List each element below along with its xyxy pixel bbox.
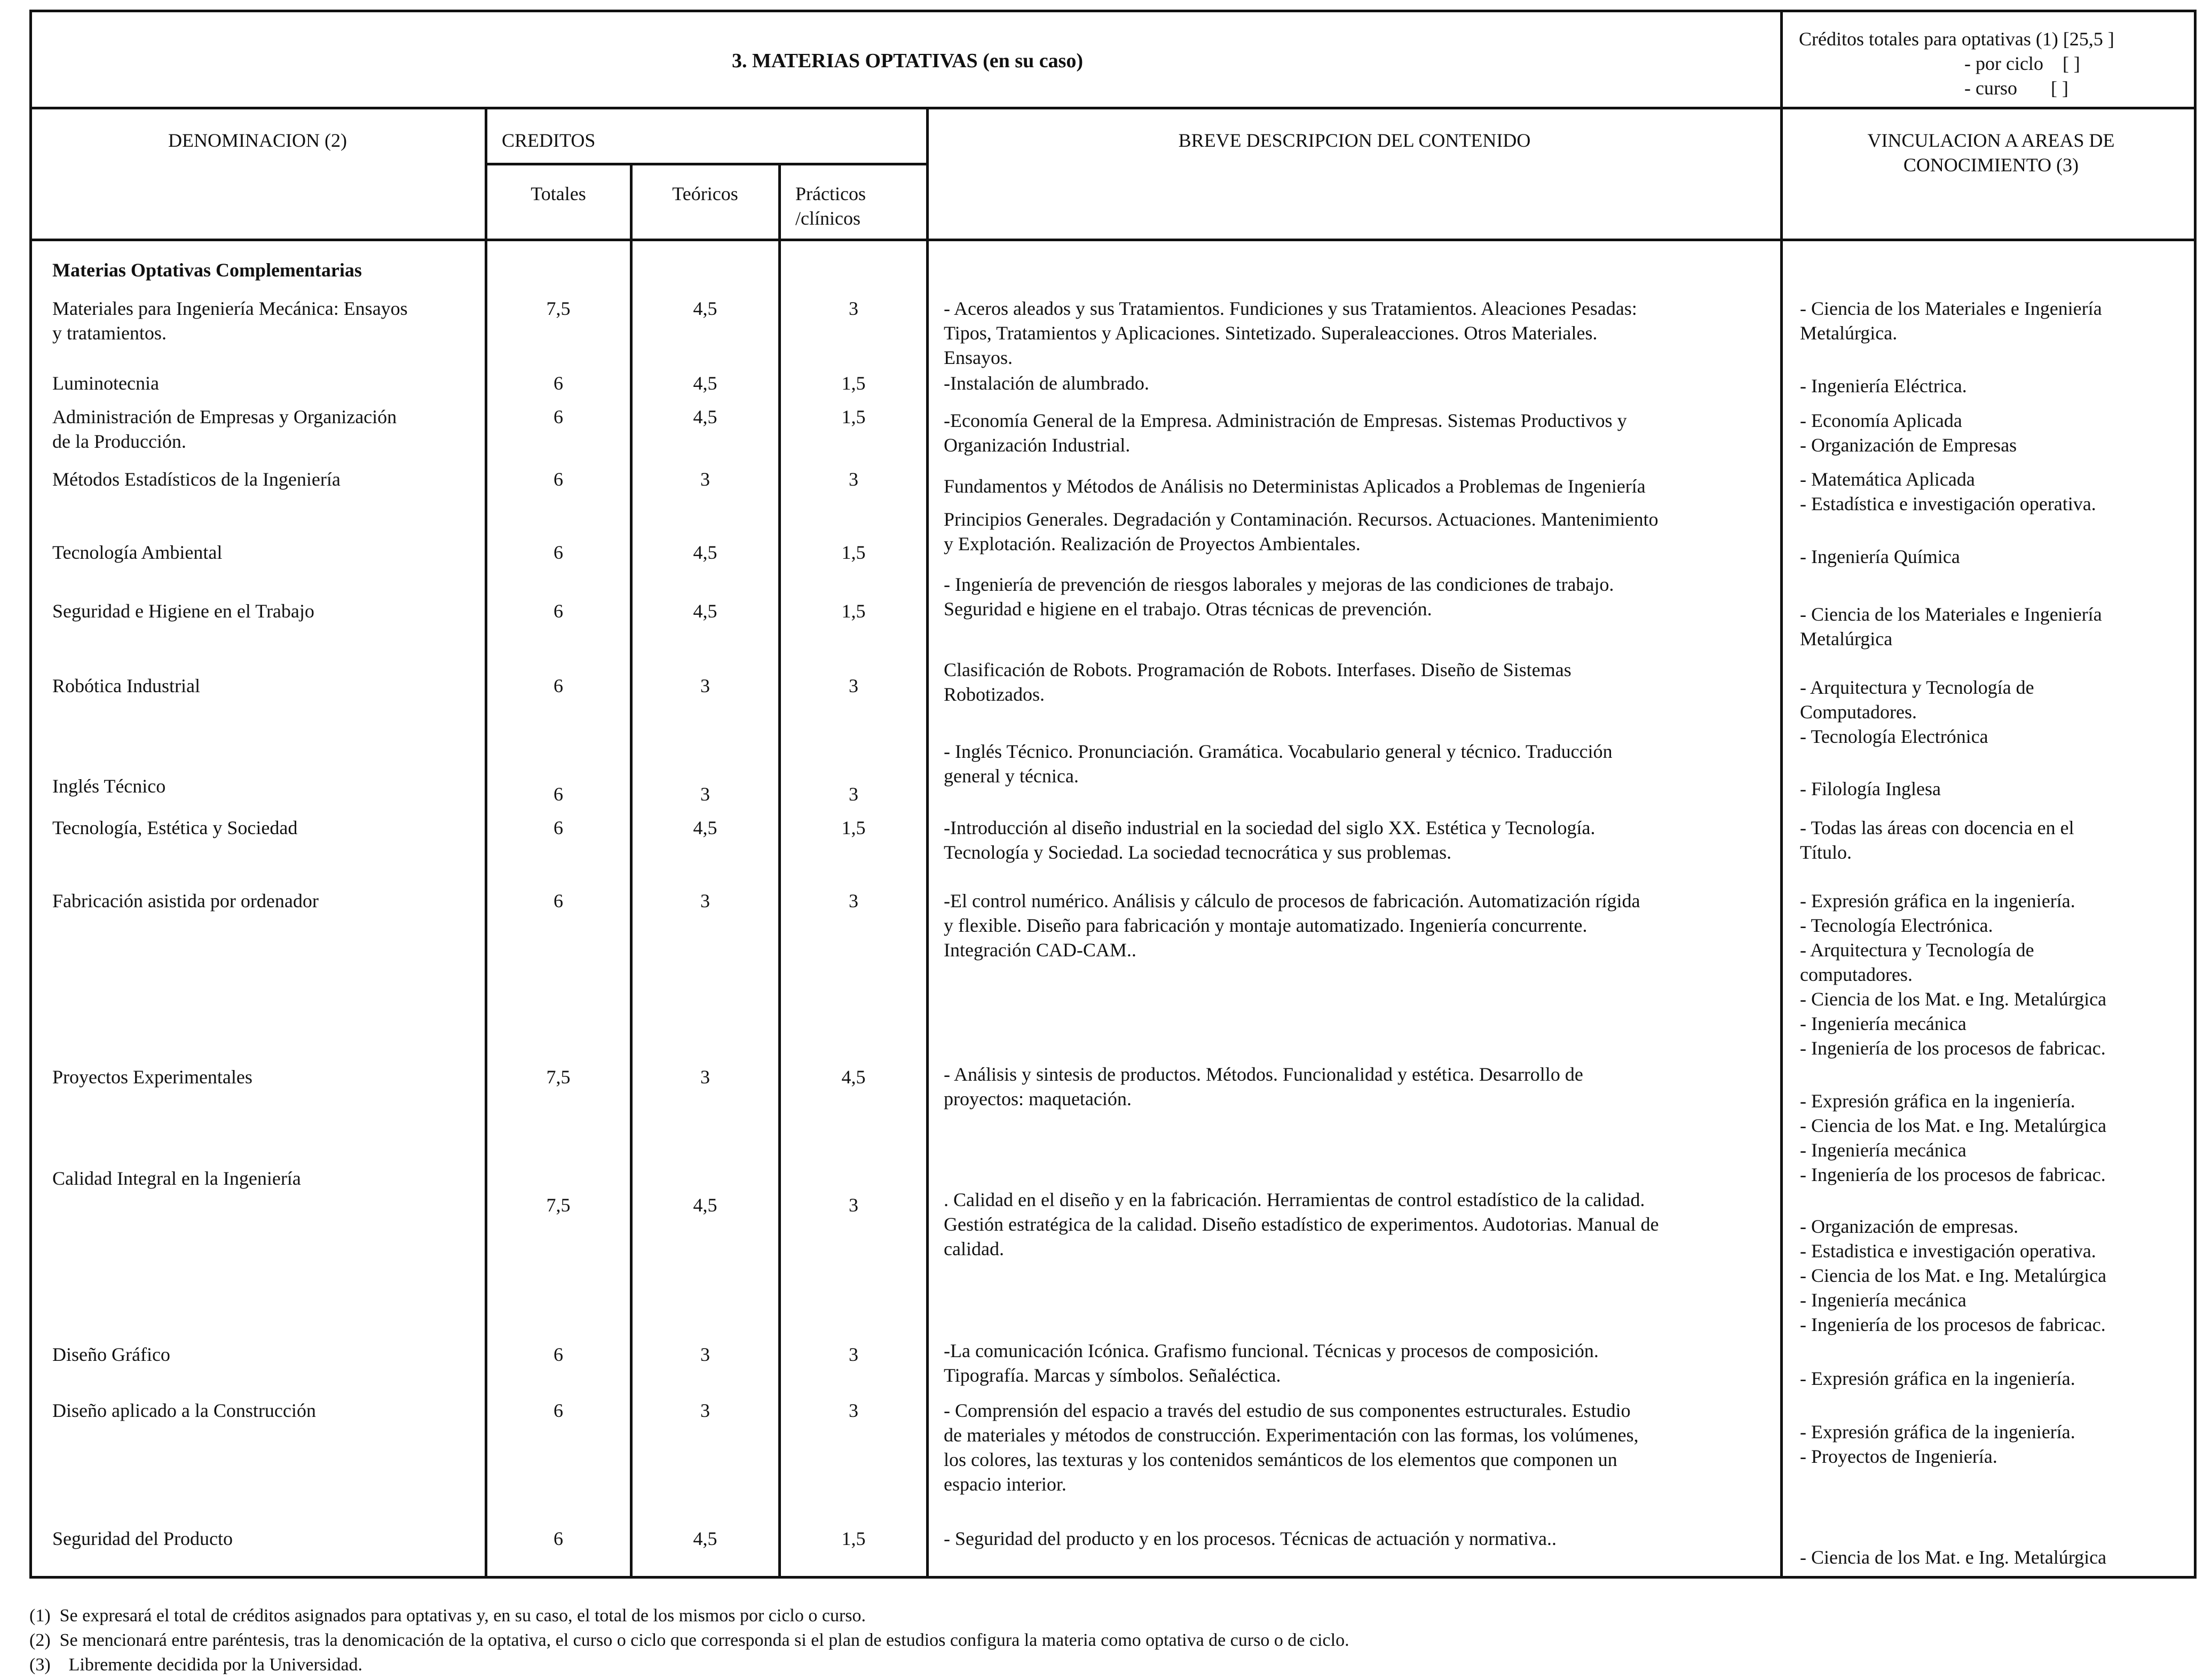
knowledge-areas: - Expresión gráfica en la ingeniería. bbox=[1800, 1368, 2075, 1389]
course-description: - Aceros aleados y sus Tratamientos. Fundiciones y sus Tratamientos. Aleaciones Pesadas: Tipos, Tratamientos y Aplicaciones. Sintetizado. Superaleacciones. Otros Materiales. Ensayos. bbox=[944, 298, 1637, 368]
credits-theory: 3 bbox=[700, 783, 710, 805]
subheader-divider-credits bbox=[486, 163, 929, 165]
course-name: Fabricación asistida por ordenador bbox=[52, 890, 319, 912]
credits-theory: 3 bbox=[700, 469, 710, 490]
credits-practice: 1,5 bbox=[841, 817, 866, 838]
credits-practice: 3 bbox=[849, 890, 858, 912]
course-description: Principios Generales. Degradación y Contaminación. Recursos. Actuaciones. Mantenimiento y Explotación. Realización de Proyectos Ambientales. bbox=[944, 509, 1658, 554]
course-description: - Ingeniería de prevención de riesgos laborales y mejoras de las condiciones de trabajo. Seguridad e higiene en el trabajo. Otras técnicas de prevención. bbox=[944, 574, 1614, 620]
course-name: Tecnología, Estética y Sociedad bbox=[52, 817, 298, 838]
course-name: Métodos Estadísticos de la Ingeniería bbox=[52, 469, 341, 490]
course-name: Diseño Gráfico bbox=[52, 1344, 170, 1365]
credits-practice: 1,5 bbox=[841, 542, 866, 563]
credits-practice: 3 bbox=[849, 783, 858, 805]
credits-total: 7,5 bbox=[546, 1066, 571, 1088]
knowledge-areas: - Ciencia de los Materiales e Ingeniería Metalúrgica bbox=[1800, 604, 2102, 649]
credits-practice: 3 bbox=[849, 1400, 858, 1421]
credits-total: 6 bbox=[554, 542, 563, 563]
credits-theory: 4,5 bbox=[693, 1194, 717, 1216]
credits-practice: 3 bbox=[849, 1194, 858, 1216]
course-name: Seguridad del Producto bbox=[52, 1528, 233, 1549]
column-header-totales: Totales bbox=[531, 183, 586, 204]
credits-practice: 4,5 bbox=[841, 1066, 866, 1088]
knowledge-areas: - Expresión gráfica de la ingeniería. - Proyectos de Ingeniería. bbox=[1800, 1421, 2075, 1467]
knowledge-areas: - Expresión gráfica en la ingeniería. - Tecnología Electrónica. - Arquitectura y Tecnología de computadores. - Ciencia de los Mat. e Ing. Metalúrgica - Ingeniería mecánica - Ingeniería de los procesos de fabricac. bbox=[1800, 890, 2107, 1059]
knowledge-areas: - Economía Aplicada - Organización de Empresas bbox=[1800, 410, 2017, 456]
credits-theory: 4,5 bbox=[693, 406, 717, 427]
knowledge-areas: - Matemática Aplicada - Estadística e investigación operativa. bbox=[1800, 469, 2096, 514]
course-description: -El control numérico. Análisis y cálculo de procesos de fabricación. Automatización rígida y flexible. Diseño para fabricación y montaje automatizado. Ingeniería concurrente. Integración CAD-CAM.. bbox=[944, 890, 1640, 961]
credits-theory: 3 bbox=[700, 675, 710, 696]
course-description: - Inglés Técnico. Pronunciación. Gramática. Vocabulario general y técnico. Traducción general y técnica. bbox=[944, 741, 1613, 787]
course-name: Calidad Integral en la Ingeniería bbox=[52, 1168, 301, 1189]
credits-total: 6 bbox=[554, 890, 563, 912]
section-title: Materias Optativas Complementarias bbox=[52, 259, 362, 281]
knowledge-areas: - Organización de empresas. - Estadistica e investigación operativa. - Ciencia de los Mat. e Ing. Metalúrgica - Ingeniería mecánica - Ingeniería de los procesos de fabricac. bbox=[1800, 1216, 2107, 1335]
credits-practice: 1,5 bbox=[841, 373, 866, 394]
footnote: (3) Libremente decidida por la Universidad. bbox=[29, 1655, 363, 1675]
credits-total: 6 bbox=[554, 373, 563, 394]
course-name: Tecnología Ambiental bbox=[52, 542, 223, 563]
credits-practice: 1,5 bbox=[841, 600, 866, 622]
course-description: -Instalación de alumbrado. bbox=[944, 373, 1149, 394]
course-name: Inglés Técnico bbox=[52, 775, 166, 797]
course-name: Administración de Empresas y Organización de la Producción. bbox=[52, 406, 397, 452]
col-line-practicos bbox=[926, 107, 929, 1579]
credits-theory: 3 bbox=[700, 1344, 710, 1365]
column-header-denominacion: DENOMINACION (2) bbox=[168, 130, 347, 151]
footnote: (1) Se expresará el total de créditos asignados para optativas y, en su caso, el total de los mismos por ciclo o curso. bbox=[29, 1606, 866, 1626]
credit-summary-line: Créditos totales para optativas (1) [25,5 ] bbox=[1799, 28, 2114, 50]
credits-theory: 3 bbox=[700, 890, 710, 912]
knowledge-areas: - Ciencia de los Materiales e Ingeniería Metalúrgica. bbox=[1800, 298, 2102, 344]
credits-practice: 3 bbox=[849, 298, 858, 319]
knowledge-areas: - Arquitectura y Tecnología de Computadores. - Tecnología Electrónica bbox=[1800, 677, 2034, 747]
course-name: Diseño aplicado a la Construcción bbox=[52, 1400, 316, 1421]
credits-total: 6 bbox=[554, 1344, 563, 1365]
credits-total: 6 bbox=[554, 1528, 563, 1549]
course-description: -Economía General de la Empresa. Administración de Empresas. Sistemas Productivos y Organización Industrial. bbox=[944, 410, 1627, 456]
column-header-vinculacion: VINCULACION A AREAS DE CONOCIMIENTO (3) bbox=[1867, 130, 2115, 176]
credits-theory: 4,5 bbox=[693, 600, 717, 622]
credits-theory: 3 bbox=[700, 1400, 710, 1421]
column-header-creditos: CREDITOS bbox=[502, 130, 596, 151]
knowledge-areas: - Filología Inglesa bbox=[1800, 778, 1941, 799]
credits-total: 6 bbox=[554, 600, 563, 622]
course-description: Clasificación de Robots. Programación de Robots. Interfases. Diseño de Sistemas Robotizados. bbox=[944, 659, 1571, 705]
header-divider bbox=[29, 107, 2197, 109]
credits-theory: 4,5 bbox=[693, 817, 717, 838]
credits-total: 6 bbox=[554, 469, 563, 490]
course-description: - Seguridad del producto y en los procesos. Técnicas de actuación y normativa.. bbox=[944, 1528, 1557, 1549]
knowledge-areas: - Todas las áreas con docencia en el Título. bbox=[1800, 817, 2074, 863]
credits-total: 7,5 bbox=[546, 1194, 571, 1216]
credit-summary-line: - curso [ ] bbox=[1964, 77, 2068, 99]
credits-practice: 1,5 bbox=[841, 406, 866, 427]
credits-total: 6 bbox=[554, 817, 563, 838]
course-name: Proyectos Experimentales bbox=[52, 1066, 252, 1088]
credits-practice: 1,5 bbox=[841, 1528, 866, 1549]
course-description: -Introducción al diseño industrial en la sociedad del siglo XX. Estética y Tecnología. Tecnología y Sociedad. La sociedad tecnocrática y sus problemas. bbox=[944, 817, 1595, 863]
credit-summary bbox=[1794, 27, 2183, 100]
credits-theory: 3 bbox=[700, 1066, 710, 1088]
knowledge-areas: - Ciencia de los Mat. e Ing. Metalúrgica bbox=[1800, 1547, 2107, 1568]
credits-total: 6 bbox=[554, 783, 563, 805]
course-name: Luminotecnia bbox=[52, 373, 159, 394]
knowledge-areas: - Ingeniería Química bbox=[1800, 546, 1960, 567]
credits-total: 6 bbox=[554, 1400, 563, 1421]
credits-total: 6 bbox=[554, 406, 563, 427]
table-title: 3. MATERIAS OPTATIVAS (en su caso) bbox=[731, 50, 1084, 72]
knowledge-areas: - Expresión gráfica en la ingeniería. - Ciencia de los Mat. e Ing. Metalúrgica - Ingeniería mecánica - Ingeniería de los procesos de fabricac. bbox=[1800, 1090, 2107, 1185]
credits-practice: 3 bbox=[849, 675, 858, 696]
credits-theory: 4,5 bbox=[693, 373, 717, 394]
course-description: Fundamentos y Métodos de Análisis no Deterministas Aplicados a Problemas de Ingeniería bbox=[944, 476, 1646, 497]
column-header-practicos: Prácticos /clínicos bbox=[795, 183, 866, 229]
credit-summary-line: - por ciclo [ ] bbox=[1964, 53, 2080, 74]
credits-total: 7,5 bbox=[546, 298, 571, 319]
credits-theory: 4,5 bbox=[693, 542, 717, 563]
course-name: Materiales para Ingeniería Mecánica: Ensayos y tratamientos. bbox=[52, 298, 408, 344]
knowledge-areas: - Ingeniería Eléctrica. bbox=[1800, 375, 1967, 397]
credits-practice: 3 bbox=[849, 469, 858, 490]
course-description: - Análisis y sintesis de productos. Métodos. Funcionalidad y estética. Desarrollo de proyectos: maquetación. bbox=[944, 1064, 1583, 1110]
credits-theory: 4,5 bbox=[693, 1528, 717, 1549]
credits-theory: 4,5 bbox=[693, 298, 717, 319]
column-header-teoricos: Teóricos bbox=[672, 183, 738, 204]
footnote: (2) Se mencionará entre paréntesis, tras la denomicación de la optativa, el curso o ciclo que corresponda si el plan de estudios configura la materia como optativa de curso o de ciclo. bbox=[29, 1630, 1349, 1650]
course-description: -La comunicación Icónica. Grafismo funcional. Técnicas y procesos de composición. Tipografía. Marcas y símbolos. Señaléctica. bbox=[944, 1340, 1599, 1386]
course-name: Robótica Industrial bbox=[52, 675, 200, 696]
column-header-divider bbox=[29, 239, 2197, 241]
course-description: - Comprensión del espacio a través del estudio de sus componentes estructurales. Estudio de materiales y métodos de construcción. Experimentación con las formas, los volúmenes, los colores, las texturas y los contenidos semánticos de los elementos que componen un espacio interior. bbox=[944, 1400, 1639, 1495]
course-name: Seguridad e Higiene en el Trabajo bbox=[52, 600, 314, 622]
credits-practice: 3 bbox=[849, 1344, 858, 1365]
column-header-descripcion: BREVE DESCRIPCION DEL CONTENIDO bbox=[1178, 130, 1531, 151]
col-line-title-credits bbox=[1780, 10, 1783, 1579]
course-description: . Calidad en el diseño y en la fabricación. Herramientas de control estadístico de la calidad. Gestión estratégica de la calidad. Diseño estadístico de experimentos. Audotorias. Manual de calidad. bbox=[944, 1189, 1659, 1259]
credits-total: 6 bbox=[554, 675, 563, 696]
